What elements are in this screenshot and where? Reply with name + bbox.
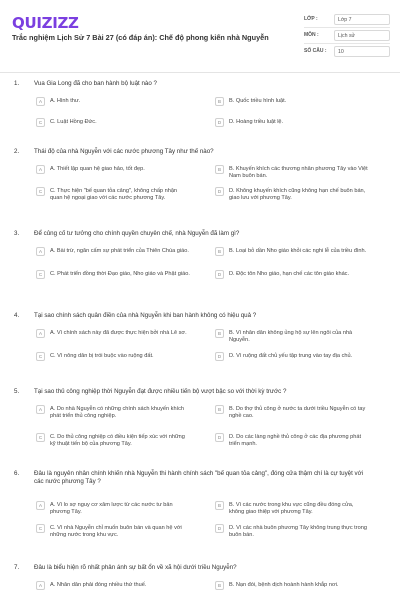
option-b[interactable]	[215, 165, 380, 179]
option-letter-box[interactable]: C	[36, 524, 45, 533]
option-text: A. Thiết lập quan hệ giao hảo, tốt đẹp.	[50, 165, 145, 172]
question-text: Đâu là nguyên nhân chính khiến nhà Nguyễn thi hành chính sách "bế quan tỏa cảng", đóng cửa thậm chí là cự tuyệt với các nước phương Tây ?	[34, 470, 364, 486]
meta-key-count: SỐ CÂU :	[304, 48, 327, 54]
quizizz-logo[interactable]: QUIZIZZ	[12, 14, 79, 32]
option-text: D. Vì ruộng đất chủ yếu tập trung vào tay địa chủ.	[229, 352, 353, 359]
option-text: D. Vì các nhà buôn phương Tây không trung thực trong buôn bán.	[229, 524, 367, 539]
question-number: 7.	[14, 564, 20, 571]
option-a[interactable]	[36, 329, 201, 343]
option-letter-box[interactable]: A	[36, 97, 45, 106]
option-text: C. Do thủ công nghiệp có điều kiện tiếp xúc với những kỹ thuật tiến bộ của phương Tây.	[50, 433, 185, 448]
option-letter-box[interactable]: D	[215, 118, 224, 127]
question-number: 3.	[14, 230, 20, 237]
meta-key-subject: MÔN :	[304, 32, 319, 38]
option-letter-box[interactable]: B	[215, 581, 224, 590]
option-a[interactable]	[36, 97, 201, 111]
option-text: A. Vì lo sợ nguy cơ xâm lược từ các nước tư bản phương Tây.	[50, 501, 173, 516]
question-number: 4.	[14, 312, 20, 319]
option-letter-box[interactable]: A	[36, 329, 45, 338]
option-text: A. Vì chính sách này đã được thực hiện bởi nhà Lê sơ.	[50, 329, 187, 336]
question-text: Để củng cố tư tưởng cho chính quyền chuyên chế, nhà Nguyễn đã làm gì?	[34, 230, 240, 237]
option-letter-box[interactable]: A	[36, 501, 45, 510]
option-text: D. Hoàng triều luật lệ.	[229, 118, 284, 125]
option-text: B. Quốc triều hình luật.	[229, 97, 287, 104]
question-text: Tại sao chính sách quân điền của nhà Nguyễn khi ban hành không có hiệu quả ?	[34, 312, 257, 319]
option-letter-box[interactable]: A	[36, 581, 45, 590]
option-b[interactable]	[215, 581, 380, 595]
option-letter-box[interactable]: B	[215, 165, 224, 174]
option-text: A. Nhân dân phải đóng nhiều thứ thuế.	[50, 581, 147, 588]
meta-key-grade: LỚP :	[304, 16, 318, 22]
option-c[interactable]	[36, 352, 201, 366]
option-letter-box[interactable]: C	[36, 433, 45, 442]
option-letter-box[interactable]: C	[36, 352, 45, 361]
option-c[interactable]	[36, 187, 201, 201]
option-c[interactable]	[36, 270, 201, 284]
option-text: D. Không khuyến khích cũng không hạn chế buôn bán, giao lưu với phương Tây.	[229, 187, 366, 202]
option-b[interactable]	[215, 97, 380, 111]
option-text: A. Do nhà Nguyễn có những chính sách khuyến khích phát triển thủ công nghiệp.	[50, 405, 185, 420]
option-text: A. Hình thư.	[50, 97, 81, 104]
option-text: C. Phát triển đồng thời Đạo giáo, Nho giáo và Phật giáo.	[50, 270, 190, 277]
option-letter-box[interactable]: D	[215, 270, 224, 279]
option-letter-box[interactable]: B	[215, 247, 224, 256]
option-d[interactable]	[215, 270, 380, 284]
option-d[interactable]	[215, 352, 380, 366]
option-b[interactable]	[215, 405, 380, 419]
option-letter-box[interactable]: D	[215, 352, 224, 361]
option-c[interactable]	[36, 118, 201, 132]
option-a[interactable]	[36, 501, 201, 515]
option-letter-box[interactable]: D	[215, 524, 224, 533]
option-a[interactable]	[36, 247, 201, 261]
option-text: D. Do các làng nghề thủ công ở các địa phương phát triển mạnh.	[229, 433, 362, 448]
option-letter-box[interactable]: B	[215, 329, 224, 338]
option-text: C. Vì nhà Nguyễn chỉ muốn buôn bán và quan hệ với những nước trong khu vực.	[50, 524, 182, 539]
option-a[interactable]	[36, 405, 201, 419]
question-number: 1.	[14, 80, 20, 87]
question-text: Thái độ của nhà Nguyễn với các nước phương Tây như thế nào?	[34, 148, 214, 155]
question-number: 6.	[14, 470, 20, 477]
option-letter-box[interactable]: D	[215, 433, 224, 442]
option-a[interactable]	[36, 581, 201, 595]
question-number: 5.	[14, 388, 20, 395]
option-text: B. Nạn đói, bệnh dịch hoành hành khắp nơi.	[229, 581, 339, 588]
option-b[interactable]	[215, 329, 380, 343]
option-letter-box[interactable]: B	[215, 501, 224, 510]
option-letter-box[interactable]: A	[36, 405, 45, 414]
option-a[interactable]	[36, 165, 201, 179]
option-letter-box[interactable]: C	[36, 118, 45, 127]
option-letter-box[interactable]: B	[215, 405, 224, 414]
question-text: Vua Gia Long đã cho ban hành bộ luật nào ?	[34, 80, 157, 87]
option-letter-box[interactable]: A	[36, 247, 45, 256]
meta-value-count: 10	[334, 46, 390, 57]
option-c[interactable]	[36, 433, 201, 447]
worksheet-title: Trắc nghiệm Lịch Sử 7 Bài 27 (có đáp án): Chế độ phong kiến nhà Nguyễn	[12, 33, 269, 42]
option-letter-box[interactable]: D	[215, 187, 224, 196]
option-text: C. Luật Hồng Đức.	[50, 118, 97, 125]
option-letter-box[interactable]: B	[215, 97, 224, 106]
question-number: 2.	[14, 148, 20, 155]
option-text: A. Bài trừ, ngăn cấm sự phát triển của Thiên Chúa giáo.	[50, 247, 189, 254]
option-text: B. Loại bỏ dần Nho giáo khỏi các nghi lễ của triều đình.	[229, 247, 367, 254]
option-d[interactable]	[215, 524, 380, 538]
option-d[interactable]	[215, 118, 380, 132]
option-text: C. Vì nông dân bị trói buộc vào ruộng đất.	[50, 352, 154, 359]
option-letter-box[interactable]: C	[36, 270, 45, 279]
question-text: Đâu là biểu hiện rõ nhất phản ánh sự bất ổn về xã hội dưới triều Nguyễn?	[34, 564, 237, 571]
option-letter-box[interactable]: C	[36, 187, 45, 196]
option-text: B. Vì nhân dân không ủng hộ sự lên ngôi của nhà Nguyễn.	[229, 329, 353, 344]
option-d[interactable]	[215, 187, 380, 201]
option-d[interactable]	[215, 433, 380, 447]
option-text: B. Do thợ thủ công ở nước ta dưới triều Nguyễn có tay nghề cao.	[229, 405, 366, 420]
option-text: B. Vì các nước trong khu vực cũng đều đóng cửa, không giao thiệp với phương Tây.	[229, 501, 354, 516]
option-b[interactable]	[215, 501, 380, 515]
question-text: Tại sao thủ công nghiệp thời Nguyễn đạt được nhiều tiến bộ vượt bậc so với thời kỳ trước ?	[34, 388, 287, 395]
option-text: D. Độc tôn Nho giáo, hạn chế các tôn giáo khác.	[229, 270, 350, 277]
option-letter-box[interactable]: A	[36, 165, 45, 174]
option-text: C. Thực hiện "bế quan tỏa cảng", không chấp nhận quan hệ ngoại giao với các nước phương Tây.	[50, 187, 178, 202]
meta-value-subject: Lịch sử	[334, 30, 390, 41]
option-c[interactable]	[36, 524, 201, 538]
meta-value-grade: Lớp 7	[334, 14, 390, 25]
option-text: B. Khuyến khích các thương nhân phương Tây vào Việt Nam buôn bán.	[229, 165, 368, 180]
option-b[interactable]	[215, 247, 380, 261]
